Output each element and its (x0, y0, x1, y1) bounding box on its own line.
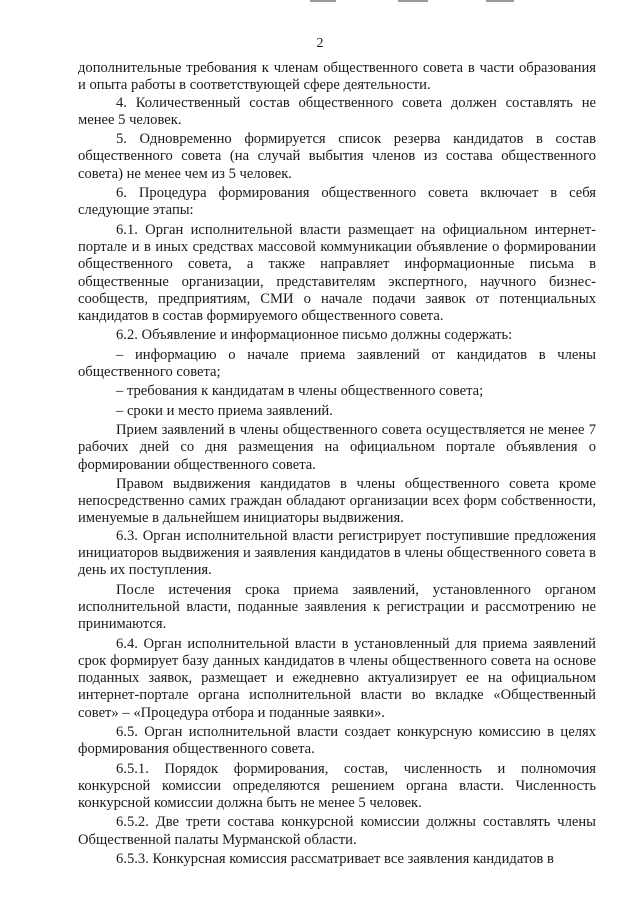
paragraph: 6. Процедура формирования общественного совета включает в себя следующие этапы: (78, 185, 596, 219)
list-item: – требования к кандидатам в члены общественного совета; (116, 383, 484, 400)
paragraph: 6.5.3. Конкурсная комиссия рассматривает все заявления кандидатов в (116, 851, 554, 868)
paragraph: 5. Одновременно формируется список резерва кандидатов в состав общественного совета (на случай выбытия членов из состава общественного совета) не менее чем из 5 человек. (78, 131, 596, 182)
paragraph: После истечения срока приема заявлений, установленного органом исполнительной власти, поданные заявления к регистрации и рассмотрению не принимаются. (78, 581, 596, 633)
paragraph: 6.3. Орган исполнительной власти регистрирует поступившие предложения инициаторов выдвижения и заявления кандидатов в члены общественного совета в день их поступления. (78, 527, 596, 579)
paragraph: 6.2. Объявление и информационное письмо должны содержать: (116, 327, 513, 344)
paragraph: Прием заявлений в члены общественного совета осуществляется не менее 7 рабочих дней со дня размещения на официальном портале объявления о формировании общественного совета. (78, 421, 596, 473)
list-item: – сроки и место приема заявлений. (116, 402, 333, 419)
paragraph: 6.5. Орган исполнительной власти создает конкурсную комиссию в целях формирования общественного совета. (78, 723, 596, 758)
paragraph: дополнительные требования к членам общественного совета в части образования и опыта работы в соответствующей сфере деятельности. (78, 60, 596, 94)
scan-artifact (398, 0, 428, 2)
paragraph: 6.5.2. Две трети состава конкурсной комиссии должны составлять члены Общественной палаты Мурманской области. (78, 814, 596, 848)
scan-artifact (486, 0, 514, 2)
paragraph: Правом выдвижения кандидатов в члены общественного совета кроме непосредственно самих граждан обладают организации всех форм собственности, именуемые в дальнейшем инициаторы выдвижения. (78, 475, 596, 527)
list-item: – информацию о начале приема заявлений от кандидатов в члены общественного совета; (78, 346, 596, 381)
paragraph: 4. Количественный состав общественного совета должен составлять не менее 5 человек. (78, 94, 596, 128)
page-number: 2 (316, 36, 324, 51)
paragraph: 6.4. Орган исполнительной власти в установленный для приема заявлений срок формирует базу данных кандидатов в члены общественного совета на основе поданных заявок, размещает и ежедневно актуализирует ее на официальном интернет-портале органа исполнительной власти во вкладке «Общественный совет» – «Процедура отбора и поданные заявки». (78, 635, 596, 721)
paragraph: 6.5.1. Порядок формирования, состав, численность и полномочия конкурсной комиссии определяются решением органа власти. Численность конкурсной комиссии должна быть не менее 5 человек. (78, 760, 596, 812)
document-body (78, 60, 596, 868)
scan-artifact (310, 0, 336, 2)
paragraph: 6.1. Орган исполнительной власти размещает на официальном интернет-портале и в иных средствах массовой коммуникации объявление о формировании общественного совета, а также направляет информационные письма в общественные организации, представителям экспертного, научного бизнес-сообществ, предприятиям, СМИ о начале подачи заявок от потенциальных кандидатов в состав формируемого общественного совета. (78, 221, 596, 325)
